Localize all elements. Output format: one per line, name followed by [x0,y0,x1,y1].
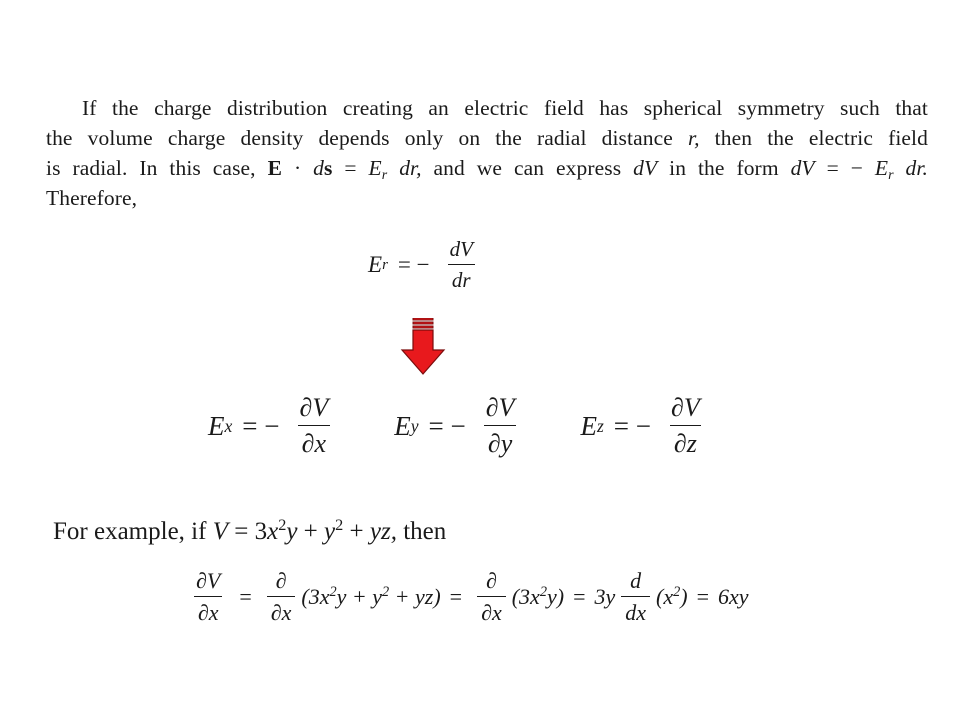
ex-frac-3-num: ∂ [485,568,497,593]
line3-text-b: and we can express [421,156,634,180]
dV-2: dV [790,156,815,180]
ex-eq-1: = [239,584,252,609]
eq-Ex-op: = − [242,410,280,441]
ex-frac-2-den: ∂x [267,596,296,626]
eq-Ex-lhs: E [208,410,225,441]
eq-main-op: = − [397,252,430,277]
dot-operator: · [282,156,314,180]
eq-Ey-lhs: E [394,410,411,441]
eq-Ez-num: ∂V [671,393,700,422]
ex-plus2: + [343,518,370,545]
line2-text-a: the volume charge density depends only on the radial distance [46,126,688,150]
ex-plus1: + [297,518,325,545]
eq-Ey-den: ∂y [484,425,516,459]
ex-eq-3: = [573,584,586,609]
example-statement [53,518,446,546]
dr: dr, [387,156,422,180]
dV: dV [633,156,658,180]
eq-Ez-fraction [667,393,704,459]
eq-Ey [394,393,524,459]
down-arrow-icon [400,318,446,376]
eq-Ex-fraction [296,393,333,459]
ex-prefix: For example, if [53,518,213,545]
ex-expr2: $(3x^2y)$ [511,584,565,609]
vector-E: E [267,156,283,180]
ex-frac-3-den: ∂x [477,596,506,626]
eq-Ex [208,393,338,459]
eq-main-fraction [446,237,477,293]
line3-text-c: in the form [657,156,791,180]
paragraph-line-4: Therefore, [46,186,138,210]
ds-d: d [313,156,324,180]
ex-frac-3 [477,568,506,626]
paragraph-line-2 [46,123,928,153]
eq-Ey-fraction [482,393,519,459]
eq-Ex-num: ∂V [299,393,329,422]
intro-paragraph [46,93,928,213]
ex-coef: 3y [594,584,616,609]
ex-eq: = 3 [227,518,268,545]
ex-sq1: 2 [278,516,287,535]
eq-Ez-sub: z [596,416,604,436]
ex-frac-1-den: ∂x [194,596,223,626]
ex-yz: yz, [369,518,397,545]
line3-text-a: is radial. In this case, [46,156,268,180]
ex-frac-4 [621,568,650,626]
Er-sub-2: r [888,168,894,184]
eq-Ex-den: ∂x [298,425,330,459]
radial-r: r, [688,126,700,150]
ex-frac-2 [267,568,296,626]
equals-minus: = − [814,156,875,180]
ex-sq2: 2 [335,516,344,535]
equals: = [332,156,369,180]
ex-frac-2-num: ∂ [275,568,287,593]
ex-V: V [212,518,228,545]
eq-Ey-op: = − [428,410,466,441]
ex-x: x [267,518,279,545]
eq-main-lhs-sub: r [382,257,388,273]
paragraph-line-1: If the charge distribution creating an electric field has spherical symmetry such that [82,96,928,120]
ex-frac-1 [192,568,224,626]
radial-field-equation [368,237,483,293]
eq-main-lhs: E [368,252,383,277]
eq-Ey-sub: y [410,416,419,436]
ex-y2: y [324,518,336,545]
ex-y: y [286,518,298,545]
Er-2: E [874,156,889,180]
eq-Ez [580,393,709,459]
line2-text-b: then the electric field [699,126,928,150]
vector-s: s [323,156,333,180]
eq-Ez-den: ∂z [670,425,701,459]
ex-result: 6xy [718,584,749,609]
Er: E [368,156,382,180]
ex-frac-4-num: d [630,568,642,593]
dr-2: dr. [893,156,928,180]
ex-eq-4: = [696,584,710,609]
eq-main-denominator: dr [448,264,475,293]
ex-frac-1-num: ∂V [196,568,221,593]
ex-expr1: $(3x^2y + y^2 + yz)$ [301,584,441,609]
eq-Ez-op: = − [613,410,652,441]
ex-expr3: $(x^2)$ [656,584,688,609]
Er-sub: r [381,168,388,184]
partial-derivative-equations [208,393,710,459]
eq-Ex-sub: x [224,416,233,436]
example-derivation [186,568,749,626]
eq-Ey-num: ∂V [485,393,515,422]
ex-suffix: then [396,518,447,545]
paragraph-line-3 [46,153,928,183]
eq-main-numerator: dV [449,237,473,261]
eq-Ez-lhs: E [580,410,597,441]
ex-eq-2: = [449,584,463,609]
ex-frac-4-den: dx [621,596,650,626]
